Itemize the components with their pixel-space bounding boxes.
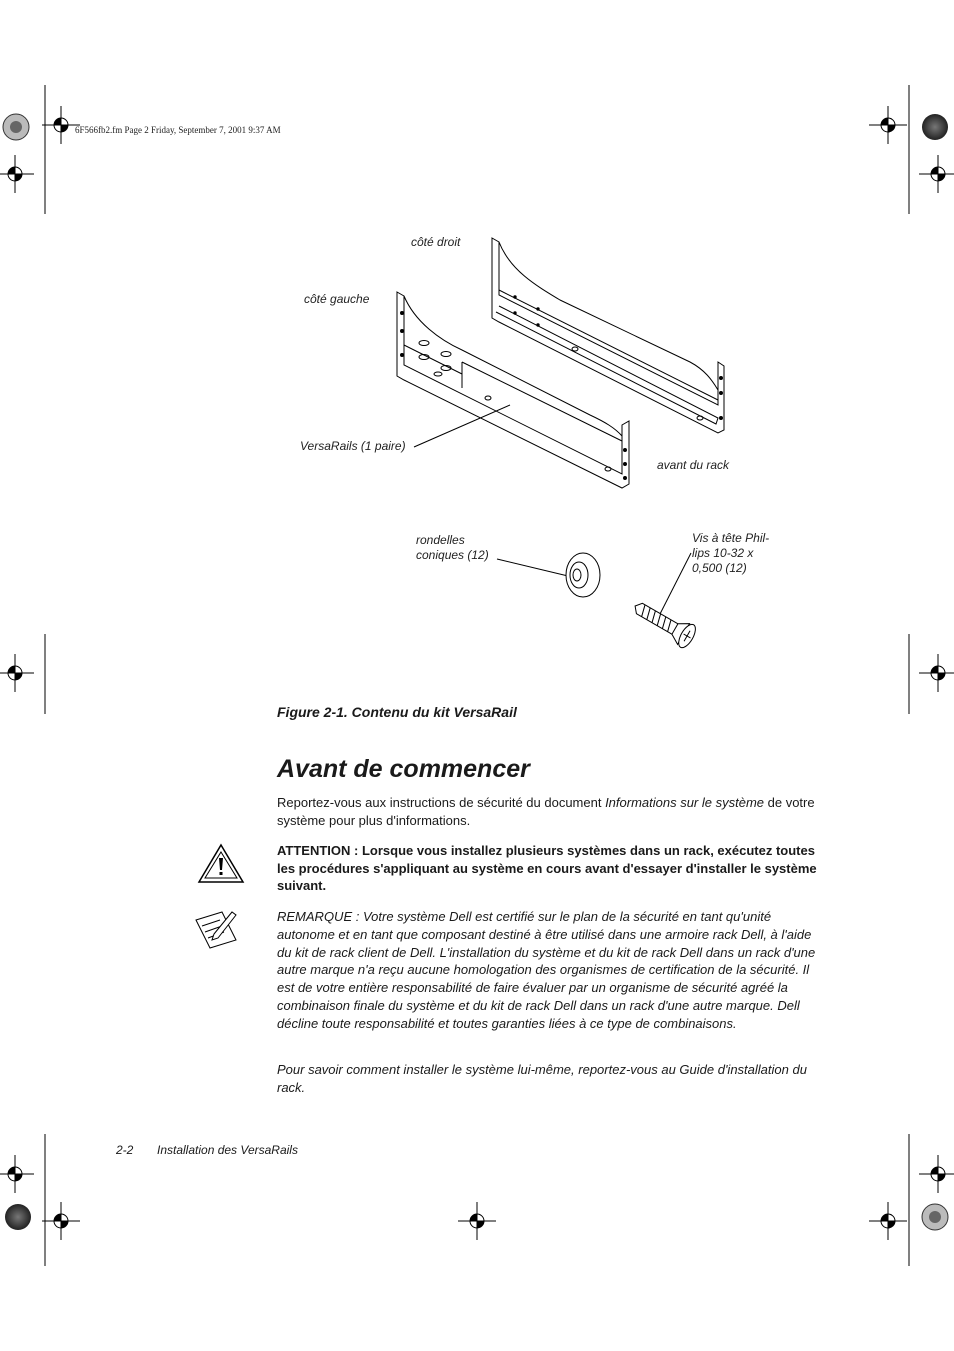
label-versarails: VersaRails (1 paire) xyxy=(300,439,406,453)
figure-caption: Figure 2-1. Contenu du kit VersaRail xyxy=(277,704,517,720)
label-left-side: côté gauche xyxy=(304,292,370,306)
intro-document-title: Informations sur le système xyxy=(605,795,765,810)
note-text-2: Pour savoir comment installer le système lui-même, reportez-vous au Guide d'installation du rack. xyxy=(277,1062,807,1095)
note-text: REMARQUE : Votre système Dell est certifié sur le plan de la sécurité en tant qu'unité autonome et en tant que composant destiné à être utilisé dans une armoire rack Dell, à l'aide du kit de rack client de Dell. L'installation du système et du kit de rack Dell dans un rack d'une autre marque n'a reçu aucune homologation des organismes de certification de la sécurité. Il est de votre entière responsabilité de faire évaluer par un organisme de sécurité agréé la combinaison finale du système et du kit de rack Dell dans un rack d'une autre marque. Dell décline toute responsabilité et toutes garanties liées à ce type de combinaisons. xyxy=(277,909,816,1031)
label-washers-line1: rondelles xyxy=(416,533,465,547)
note-pencil-icon xyxy=(196,912,236,948)
intro-text-after: de votre système pour plus d'informations. xyxy=(277,795,815,828)
label-screws xyxy=(692,531,769,576)
label-washers xyxy=(416,533,489,563)
footer-title: Installation des VersaRails xyxy=(157,1143,298,1157)
printer-slug: 6F566fb2.fm Page 2 Friday, September 7, 2001 9:37 AM xyxy=(75,125,281,135)
intro-text-before: Reportez-vous aux instructions de sécurité du document xyxy=(277,795,606,810)
versarail-illustration xyxy=(397,238,724,650)
intro-paragraph xyxy=(277,794,827,830)
caution-text: ATTENTION : Lorsque vous installez plusieurs systèmes dans un rack, exécutez toutes les procédures s'appliquant au système en cours avant d'essayer d'installer le système suivant. xyxy=(277,843,817,893)
label-right-side: côté droit xyxy=(411,235,461,249)
label-screws-line3: 0,500 (12) xyxy=(692,561,747,575)
label-rack-front: avant du rack xyxy=(657,458,730,472)
page-number: 2-2 xyxy=(116,1143,134,1157)
label-washers-line2: coniques (12) xyxy=(416,548,489,562)
section-heading: Avant de commencer xyxy=(277,755,530,783)
label-screws-line1: Vis à tête Phil- xyxy=(692,531,770,545)
label-screws-line2: lips 10-32 x xyxy=(692,546,754,560)
caution-triangle-icon xyxy=(199,845,243,882)
